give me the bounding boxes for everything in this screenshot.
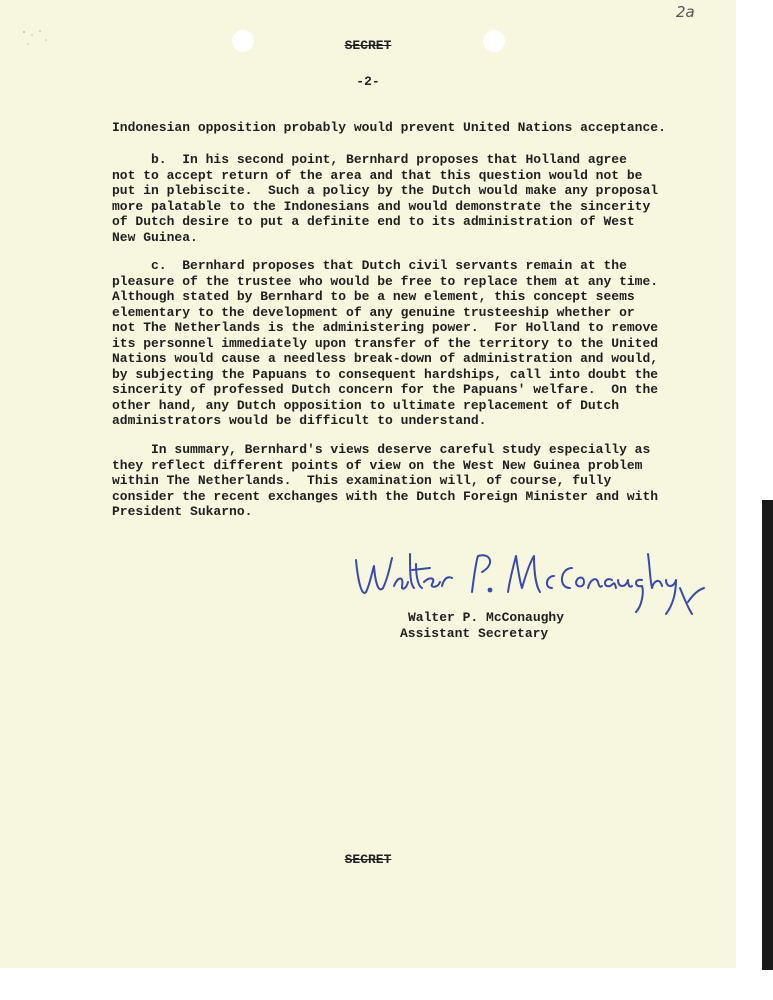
page-number: -2- <box>356 74 380 89</box>
signatory-title: Assistant Secretary <box>400 626 549 641</box>
paragraph-b: b. In his second point, Bernhard proposes that Holland agree not to accept return of the area and that this question would not be put in plebiscite. Such a policy by the Dutch would make any proposal more palatable to the Indonesians and would demonstrate the sincerity of Dutch desire to put a definite end to its administration of West New Guinea. <box>112 152 659 245</box>
paragraph-a-continued: Indonesian opposition probably would prevent United Nations acceptance. <box>112 120 666 135</box>
paragraph-summary: In summary, Bernhard's views deserve careful study especially as they reflect different points of view on the West New Guinea problem within The Netherlands. This examination will, of course, fully consider the recent exchanges with the Dutch Foreign Minister and with President Sukarno. <box>112 442 659 519</box>
classification-stamp-bottom <box>0 852 736 867</box>
signatory-name: Walter P. McConaughy <box>408 610 565 625</box>
classification-text: SECRET <box>344 852 392 867</box>
scan-edge-strip <box>762 500 773 970</box>
classification-text: SECRET <box>344 38 392 53</box>
paragraph-c: c. Bernhard proposes that Dutch civil servants remain at the pleasure of the trustee who would be free to replace them at any time. Although stated by Bernhard to be a new element, this concept seems elementary to the development of any genuine trusteeship whether or not The Netherlands is the administering power. For Holland to remove its personnel immediately upon transfer of the territory to the United Nations would cause a needless break-down of administration and would, by subjecting the Papuans to consequent hardships, call into doubt the sincerity of professed Dutch concern for the Papuans' welfare. On the other hand, any Dutch opposition to ultimate replacement of Dutch administrators would be difficult to understand. <box>112 258 659 428</box>
handwritten-page-note: 2a <box>676 3 695 21</box>
classification-stamp-top <box>0 38 736 53</box>
